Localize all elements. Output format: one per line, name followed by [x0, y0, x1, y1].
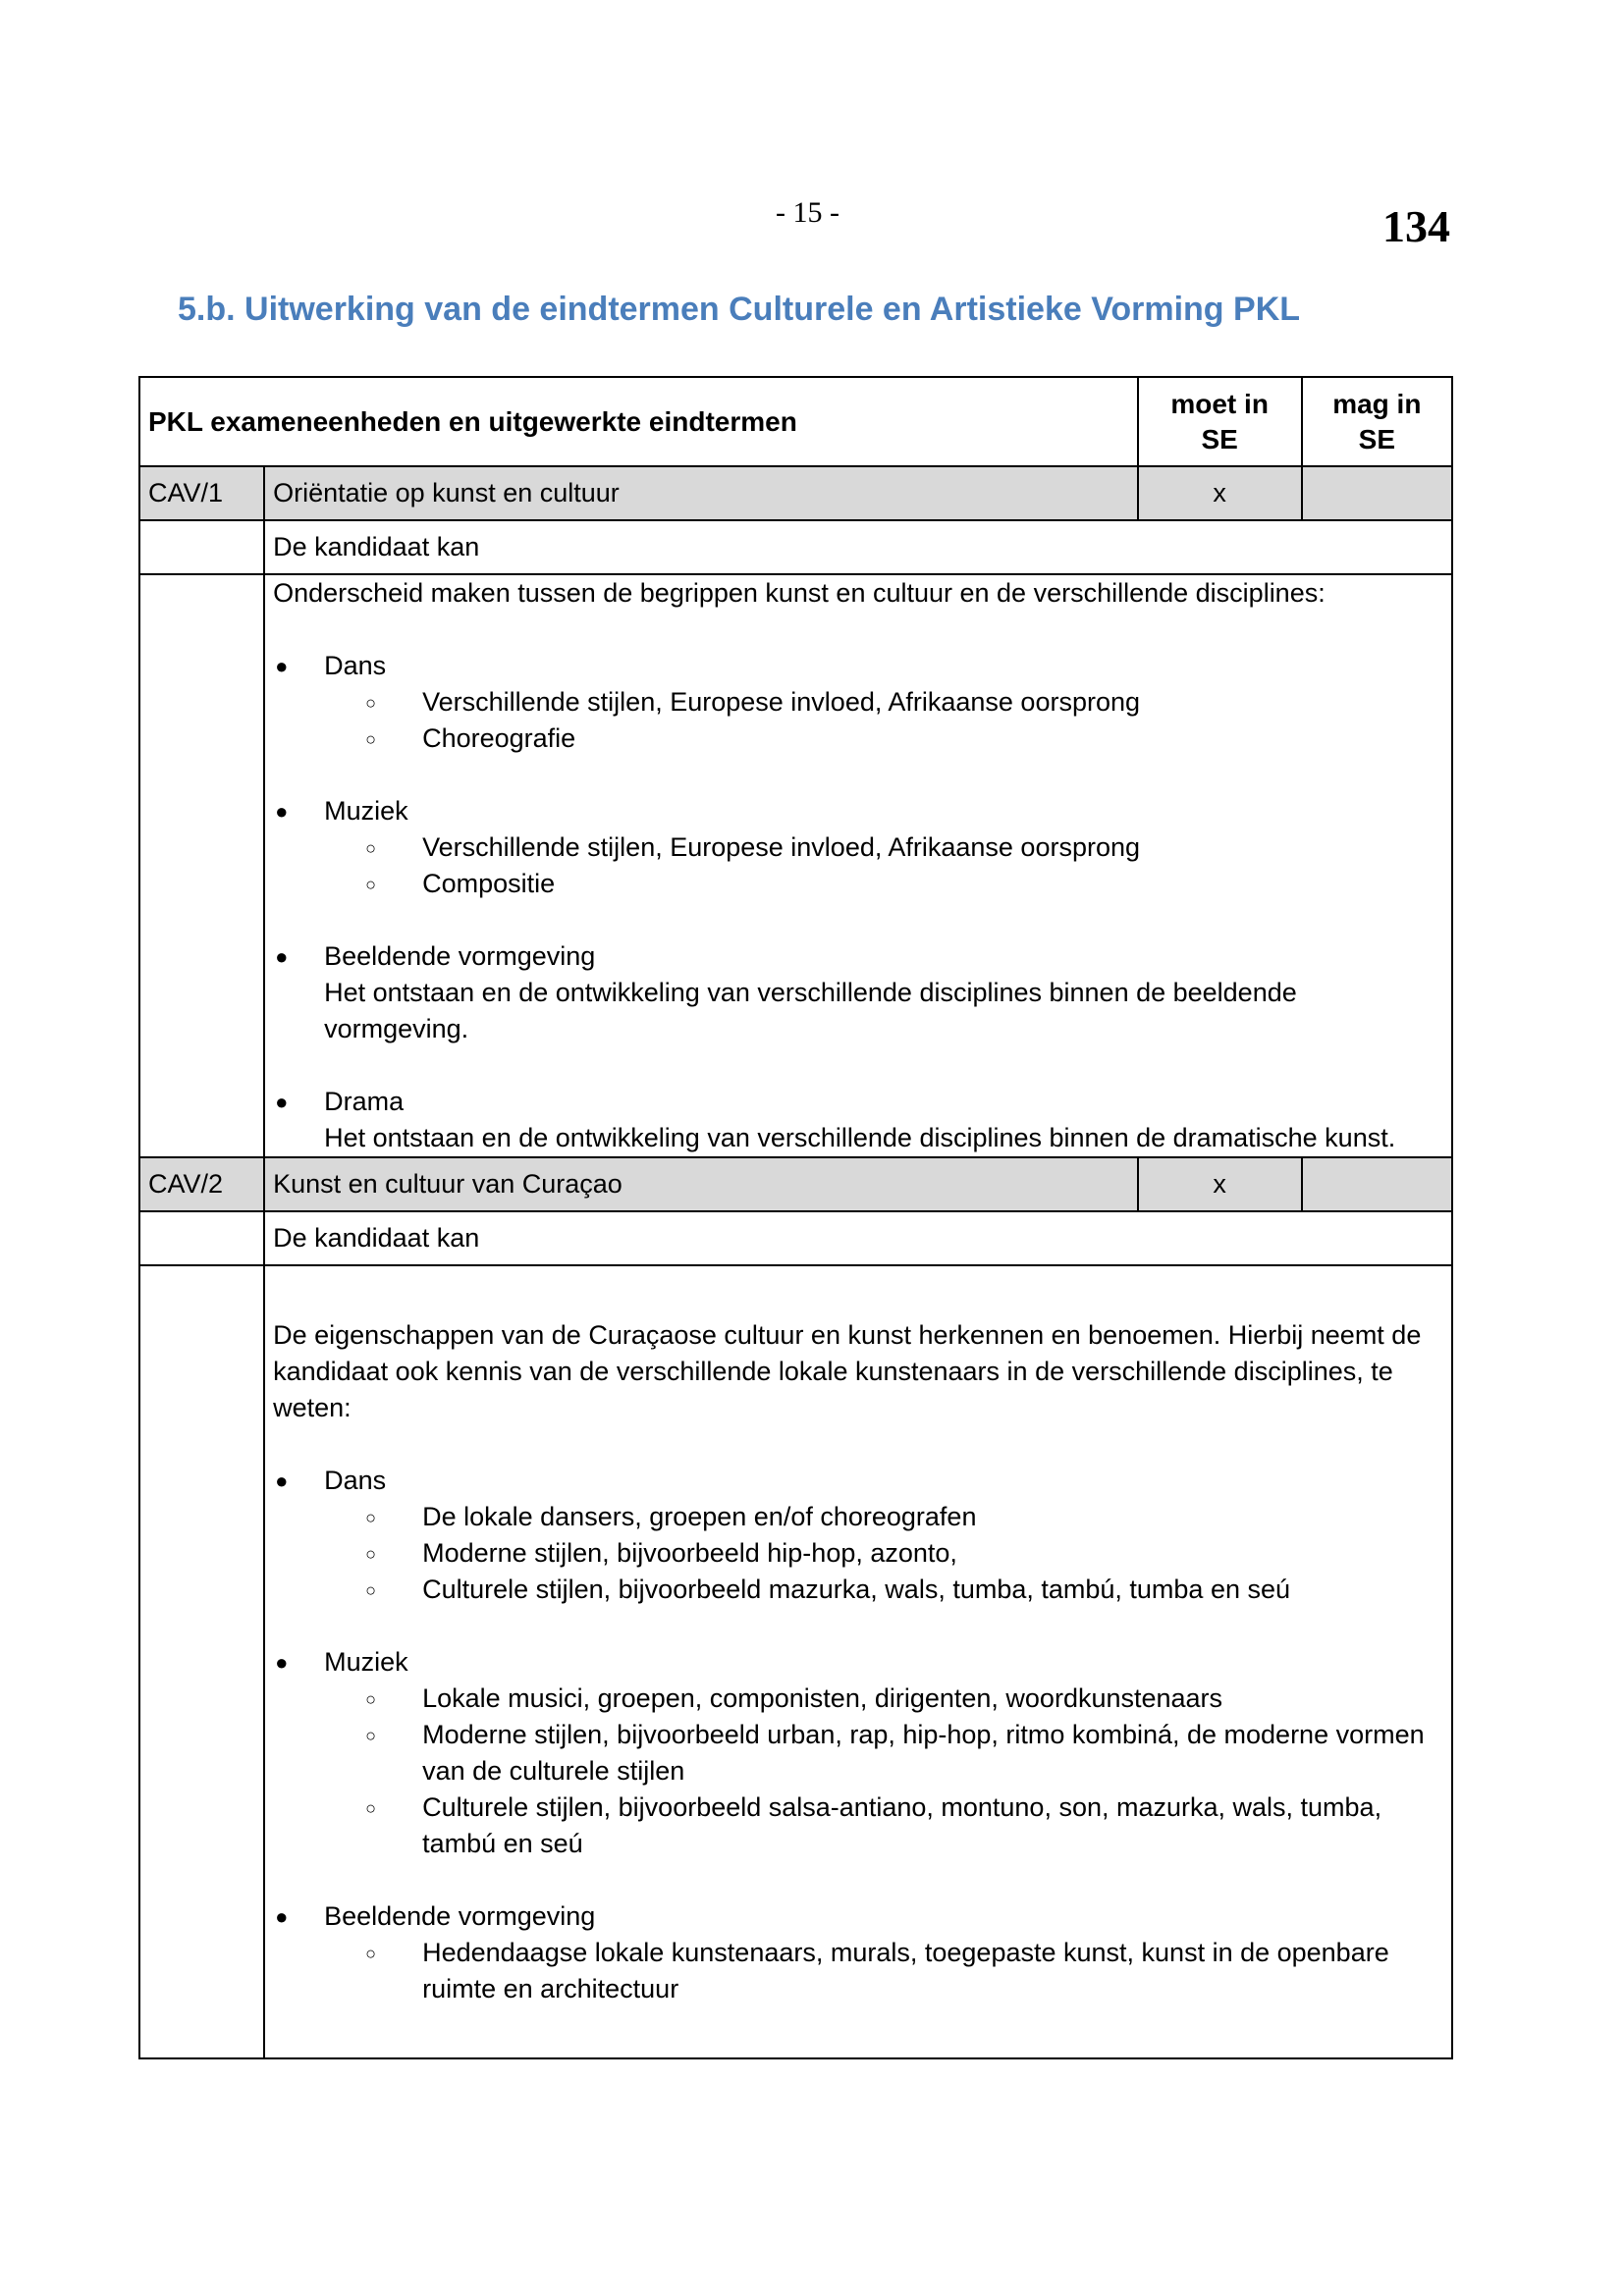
- unit-row-cav1: [139, 466, 1452, 520]
- sub-item-text: Verschillende stijlen, Europese invloed, Afrikaanse oorsprong: [422, 832, 1141, 862]
- circle-bullet-icon: ○: [365, 1725, 376, 1745]
- header-mag-line1: mag in: [1332, 388, 1422, 419]
- empty-cell: [139, 520, 264, 574]
- sub-item: [365, 1572, 1443, 1608]
- sub-item: [365, 829, 1443, 866]
- empty-cell: [139, 1211, 264, 1265]
- header-moet-line1: moet in: [1170, 388, 1269, 419]
- list-item: [273, 1463, 1443, 1608]
- sub-item: [365, 1681, 1443, 1717]
- intro-row: [139, 1211, 1452, 1265]
- sub-item-text: Moderne stijlen, bijvoorbeeld urban, rap, hip-hop, ritmo kombiná, de moderne vormen van de culturele stijlen: [422, 1719, 1425, 1786]
- list-item: [273, 1084, 1443, 1156]
- moet-mark: x: [1138, 1157, 1302, 1211]
- sub-item-text: Compositie: [422, 869, 556, 898]
- discipline-list: [273, 1463, 1443, 2007]
- item-label: Dans: [324, 651, 387, 680]
- bullet-icon: ●: [275, 1090, 289, 1114]
- unit-code: CAV/2: [139, 1157, 264, 1211]
- sub-list: [324, 829, 1443, 902]
- lead-text: Onderscheid maken tussen de begrippen kunst en cultuur en de verschillende disciplines:: [273, 578, 1326, 608]
- sub-item: [365, 1789, 1443, 1862]
- empty-cell: [139, 574, 264, 1157]
- sub-list: [324, 1499, 1443, 1608]
- table-header-row: [139, 377, 1452, 466]
- sub-item: [365, 866, 1443, 902]
- item-label: Muziek: [324, 796, 408, 826]
- circle-bullet-icon: ○: [365, 875, 376, 894]
- item-label: Dans: [324, 1465, 387, 1495]
- sub-item-text: Choreografie: [422, 723, 576, 753]
- bullet-icon: ●: [275, 1649, 289, 1675]
- item-text: Het ontstaan en de ontwikkeling van verschillende disciplines binnen de dramatische kunst.: [324, 1123, 1396, 1152]
- item-label: Beeldende vormgeving: [324, 1900, 596, 1931]
- section-heading: 5.b. Uitwerking van de eindtermen Culturele en Artistieke Vorming PKL: [178, 291, 1301, 328]
- list-item: [273, 793, 1443, 902]
- sub-item-text: Moderne stijlen, bijvoorbeeld hip-hop, azonto,: [422, 1537, 957, 1568]
- moet-mark: x: [1138, 466, 1302, 520]
- bullet-icon: ●: [275, 944, 289, 969]
- page-number: - 15 -: [776, 196, 839, 229]
- mag-mark: [1302, 466, 1452, 520]
- sub-item-text: Verschillende stijlen, Europese invloed, Afrikaanse oorsprong: [422, 687, 1141, 717]
- sub-item: [365, 1535, 1443, 1572]
- sub-list: [324, 684, 1443, 757]
- discipline-list: [273, 648, 1443, 1156]
- circle-bullet-icon: ○: [365, 1543, 376, 1564]
- circle-bullet-icon: ○: [365, 1943, 376, 1963]
- unit-title: Kunst en cultuur van Curaçao: [264, 1157, 1138, 1211]
- bullet-icon: ●: [275, 1903, 289, 1929]
- sub-item: [365, 1499, 1443, 1535]
- intro-text: De kandidaat kan: [264, 1211, 1452, 1265]
- bullet-icon: ●: [275, 1468, 289, 1493]
- circle-bullet-icon: ○: [365, 1579, 376, 1600]
- content-cell: [264, 574, 1452, 1157]
- item-label: Drama: [324, 1087, 405, 1116]
- header-mag-line2: SE: [1358, 423, 1395, 454]
- sub-item: [365, 1717, 1443, 1789]
- circle-bullet-icon: ○: [365, 1507, 376, 1527]
- item-label: Beeldende vormgeving: [324, 941, 596, 971]
- unit-code: CAV/1: [139, 466, 264, 520]
- document-page-number: 134: [1382, 201, 1450, 251]
- header-exameneenheden: PKL exameneenheden en uitgewerkte eindtermen: [139, 377, 1138, 466]
- sub-item-text: Lokale musici, groepen, componisten, dirigenten, woordkunstenaars: [422, 1682, 1223, 1713]
- header-moet-line2: SE: [1201, 423, 1238, 454]
- header-moet-in-se: [1138, 377, 1302, 466]
- item-label: Muziek: [324, 1646, 408, 1677]
- intro-text: De kandidaat kan: [264, 520, 1452, 574]
- list-item: [273, 1644, 1443, 1862]
- list-item: [273, 938, 1443, 1047]
- list-item: [273, 1898, 1443, 2007]
- sub-list: [324, 1935, 1443, 2007]
- sub-item: [365, 1935, 1443, 2007]
- content-row-cav2: [139, 1265, 1452, 2058]
- circle-bullet-icon: ○: [365, 1688, 376, 1709]
- header-mag-in-se: [1302, 377, 1452, 466]
- circle-bullet-icon: ○: [365, 838, 376, 858]
- item-text: Het ontstaan en de ontwikkeling van verschillende disciplines binnen de beeldende vormgeving.: [324, 978, 1297, 1043]
- sub-item-text: Culturele stijlen, bijvoorbeeld salsa-antiano, montuno, son, mazurka, wals, tumba, tambú en seú: [422, 1791, 1382, 1858]
- content-cell: [264, 1265, 1452, 2058]
- sub-item: [365, 684, 1443, 721]
- mag-mark: [1302, 1157, 1452, 1211]
- unit-row-cav2: [139, 1157, 1452, 1211]
- circle-bullet-icon: ○: [365, 1797, 376, 1818]
- unit-title: Oriëntatie op kunst en cultuur: [264, 466, 1138, 520]
- bullet-icon: ●: [275, 799, 289, 824]
- sub-item: [365, 721, 1443, 757]
- empty-cell: [139, 1265, 264, 2058]
- circle-bullet-icon: ○: [365, 729, 376, 749]
- bullet-icon: ●: [275, 654, 289, 678]
- circle-bullet-icon: ○: [365, 693, 376, 713]
- intro-row: [139, 520, 1452, 574]
- eindtermen-table: [138, 376, 1453, 2059]
- content-row-cav1: [139, 574, 1452, 1157]
- sub-item-text: Hedendaagse lokale kunstenaars, murals, toegepaste kunst, kunst in de openbare ruimte en architectuur: [422, 1937, 1389, 2003]
- lead-text: De eigenschappen van de Curaçaose cultuur en kunst herkennen en benoemen. Hierbij neemt de kandidaat ook kennis van de verschillende lokale kunstenaars in de verschillende disciplines, te weten:: [273, 1319, 1422, 1422]
- sub-list: [324, 1681, 1443, 1862]
- sub-item-text: De lokale dansers, groepen en/of choreografen: [422, 1501, 977, 1531]
- list-item: [273, 648, 1443, 757]
- sub-item-text: Culturele stijlen, bijvoorbeeld mazurka, wals, tumba, tambú, tumba en seú: [422, 1574, 1291, 1604]
